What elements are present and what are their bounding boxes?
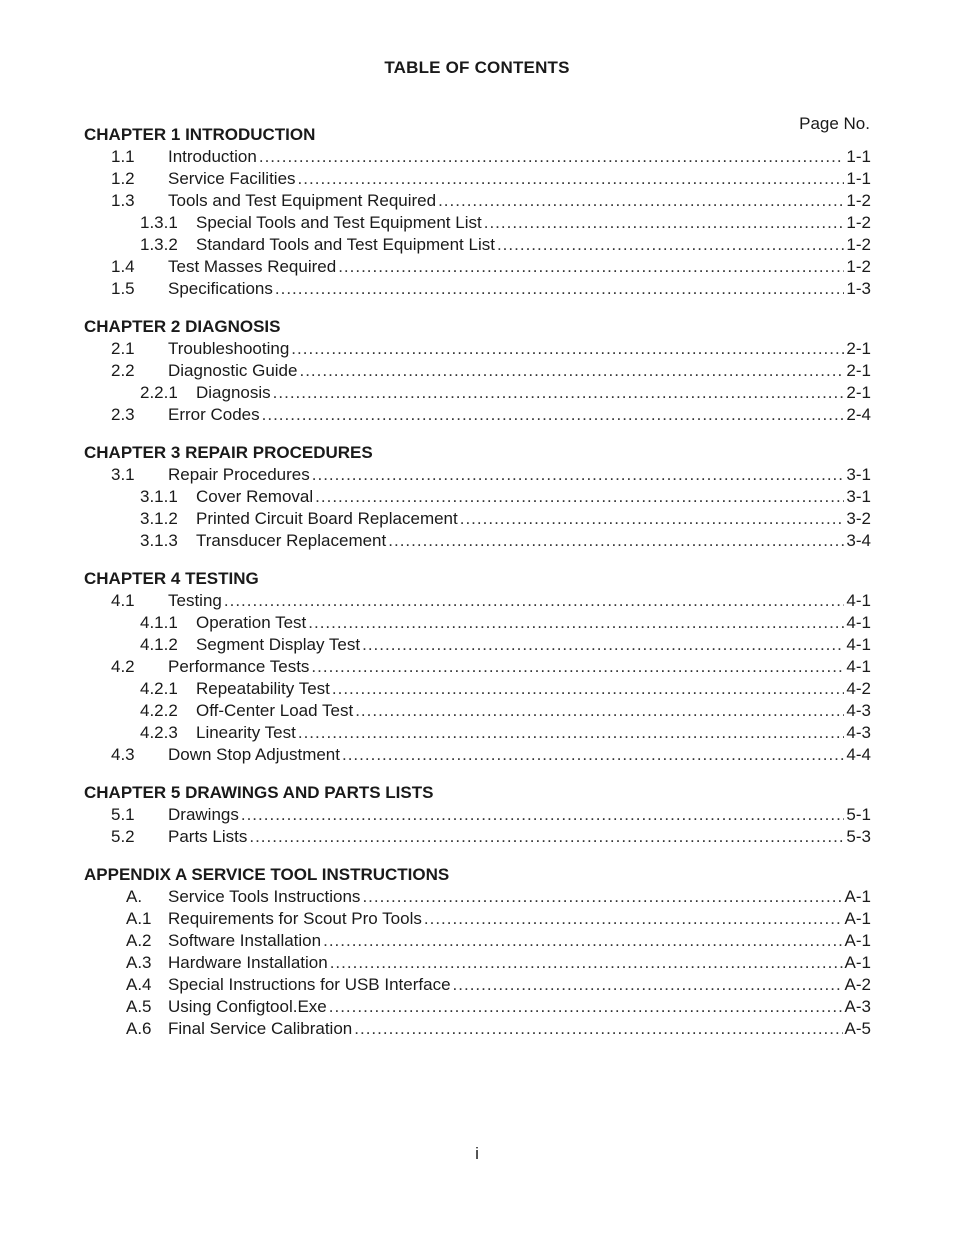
entry-page: 3-4 (846, 531, 871, 550)
dot-leader (262, 404, 845, 426)
toc-entry[interactable] (84, 360, 871, 382)
page-title: TABLE OF CONTENTS (384, 58, 570, 77)
entry-title: Segment Display Test (196, 635, 361, 654)
entry-title: Printed Circuit Board Replacement (196, 509, 458, 528)
entry-page: A-1 (844, 931, 871, 950)
entry-page: A-2 (844, 975, 871, 994)
dot-leader (362, 634, 844, 656)
dot-leader (338, 256, 844, 278)
entry-title: Specifications (168, 279, 273, 298)
toc-entry[interactable] (84, 974, 871, 996)
entry-title: Testing (168, 591, 222, 610)
toc-entry[interactable] (84, 530, 871, 552)
toc-entry[interactable] (84, 190, 871, 212)
dot-leader (308, 612, 844, 634)
dot-leader (224, 590, 845, 612)
toc-entry[interactable] (84, 256, 871, 278)
entry-number: 1.1 (111, 147, 135, 166)
entry-title: Tools and Test Equipment Required (168, 191, 437, 210)
toc-entry[interactable] (84, 678, 871, 700)
chapter-title: CHAPTER 3 REPAIR PROCEDURES (84, 443, 373, 462)
entry-title: Troubleshooting (168, 339, 290, 358)
entry-title: Software Installation (168, 931, 322, 950)
toc-entry[interactable] (84, 382, 871, 404)
dot-leader (298, 722, 845, 744)
entry-page: 1-3 (846, 279, 871, 298)
entry-title: Diagnostic Guide (168, 361, 298, 380)
dot-leader (273, 382, 845, 404)
entry-title: Hardware Installation (168, 953, 328, 972)
dot-leader (241, 804, 845, 826)
entry-number: 1.3.1 (140, 213, 178, 232)
dot-leader (388, 530, 844, 552)
entry-page: A-3 (844, 997, 871, 1016)
dot-leader (342, 744, 844, 766)
entry-number: A.1 (126, 909, 152, 928)
entry-title: Introduction (168, 147, 257, 166)
table-of-contents (84, 124, 871, 1056)
dot-leader (424, 908, 843, 930)
entry-page: 4-1 (846, 635, 871, 654)
toc-chapter (84, 124, 871, 300)
entry-number: 2.2.1 (140, 383, 178, 402)
dot-leader (259, 146, 845, 168)
toc-entry[interactable] (84, 656, 871, 678)
entry-page: 5-1 (846, 805, 871, 824)
entry-number: 4.1 (111, 591, 135, 610)
dot-leader (453, 974, 843, 996)
toc-entry[interactable] (84, 826, 871, 848)
dot-leader (354, 1018, 842, 1040)
entry-page: 3-2 (846, 509, 871, 528)
toc-chapter (84, 316, 871, 426)
entry-title: Special Instructions for USB Interface (168, 975, 451, 994)
entry-page: A-5 (844, 1019, 871, 1038)
entry-page: 2-1 (846, 339, 871, 358)
entry-number: 1.3.2 (140, 235, 178, 254)
entry-number: 2.1 (111, 339, 135, 358)
dot-leader (298, 168, 845, 190)
entry-page: 1-1 (846, 147, 871, 166)
entry-title: Using Configtool.Exe (168, 997, 327, 1016)
dot-leader (315, 486, 844, 508)
toc-entry[interactable] (84, 744, 871, 766)
toc-entry[interactable] (84, 168, 871, 190)
entry-page: 4-3 (846, 723, 871, 742)
toc-chapter (84, 782, 871, 848)
entry-page: 3-1 (846, 487, 871, 506)
dot-leader (332, 678, 845, 700)
entry-title: Repair Procedures (168, 465, 310, 484)
dot-leader (312, 464, 845, 486)
toc-entry[interactable] (84, 278, 871, 300)
entry-title: Transducer Replacement (196, 531, 387, 550)
toc-entry[interactable] (84, 952, 871, 974)
entry-title: Error Codes (168, 405, 260, 424)
dot-leader (362, 886, 842, 908)
entry-page: 3-1 (846, 465, 871, 484)
entry-title: Service Facilities (168, 169, 296, 188)
entry-number: 1.3 (111, 191, 135, 210)
footer-page-number: i (475, 1144, 479, 1163)
toc-entry[interactable] (84, 404, 871, 426)
entry-number: 4.2.3 (140, 723, 178, 742)
entry-title: Standard Tools and Test Equipment List (196, 235, 495, 254)
entry-title: Cover Removal (196, 487, 314, 506)
entry-number: 1.5 (111, 279, 135, 298)
dot-leader (329, 996, 843, 1018)
page-no-header: Page No. (799, 114, 870, 133)
toc-entry[interactable] (84, 996, 871, 1018)
entry-page: 1-2 (846, 191, 871, 210)
dot-leader (299, 360, 844, 382)
entry-page: 4-2 (846, 679, 871, 698)
entry-number: 3.1 (111, 465, 135, 484)
entry-title: Parts Lists (168, 827, 248, 846)
entry-page: A-1 (844, 909, 871, 928)
entry-title: Drawings (168, 805, 239, 824)
toc-entry[interactable] (84, 464, 871, 486)
chapter-title: CHAPTER 4 TESTING (84, 569, 259, 588)
dot-leader (323, 930, 842, 952)
toc-entry[interactable] (84, 700, 871, 722)
entry-page: 4-1 (846, 657, 871, 676)
dot-leader (249, 826, 844, 848)
entry-title: Repeatability Test (196, 679, 330, 698)
entry-number: 4.1.2 (140, 635, 178, 654)
entry-page: 2-1 (846, 361, 871, 380)
entry-number: A.4 (126, 975, 152, 994)
entry-title: Performance Tests (168, 657, 310, 676)
toc-entry[interactable] (84, 612, 871, 634)
entry-number: 3.1.2 (140, 509, 178, 528)
entry-number: A. (126, 887, 143, 906)
entry-title: Final Service Calibration (168, 1019, 353, 1038)
toc-entry[interactable] (84, 508, 871, 530)
entry-page: 1-2 (846, 213, 871, 232)
toc-entry[interactable] (84, 1018, 871, 1040)
toc-entry[interactable] (84, 212, 871, 234)
entry-page: A-1 (844, 953, 871, 972)
entry-number: A.2 (126, 931, 152, 950)
toc-entry[interactable] (84, 486, 871, 508)
toc-chapter (84, 864, 871, 1040)
entry-title: Off-Center Load Test (196, 701, 354, 720)
entry-number: 4.2 (111, 657, 135, 676)
toc-entry[interactable] (84, 634, 871, 656)
entry-page: A-1 (844, 887, 871, 906)
entry-title: Requirements for Scout Pro Tools (168, 909, 422, 928)
entry-number: 1.2 (111, 169, 135, 188)
entry-title: Linearity Test (196, 723, 296, 742)
entry-number: 1.4 (111, 257, 135, 276)
entry-number: A.6 (126, 1019, 152, 1038)
entry-title: Test Masses Required (168, 257, 337, 276)
dot-leader (311, 656, 844, 678)
dot-leader (275, 278, 845, 300)
toc-entry[interactable] (84, 908, 871, 930)
chapter-title: CHAPTER 5 DRAWINGS AND PARTS LISTS (84, 783, 434, 802)
entry-number: A.5 (126, 997, 152, 1016)
toc-entry[interactable] (84, 234, 871, 256)
toc-chapter (84, 442, 871, 552)
toc-entry[interactable] (84, 722, 871, 744)
chapter-title: CHAPTER 2 DIAGNOSIS (84, 317, 281, 336)
entry-page: 5-3 (846, 827, 871, 846)
entry-page: 2-4 (846, 405, 871, 424)
chapter-title: APPENDIX A SERVICE TOOL INSTRUCTIONS (84, 865, 450, 884)
entry-title: Down Stop Adjustment (168, 745, 340, 764)
entry-number: 4.2.1 (140, 679, 178, 698)
dot-leader (460, 508, 845, 530)
entry-number: 2.2 (111, 361, 135, 380)
entry-page: 1-1 (846, 169, 871, 188)
toc-entry[interactable] (84, 886, 871, 908)
entry-page: 4-1 (846, 591, 871, 610)
entry-page: 4-1 (846, 613, 871, 632)
toc-entry[interactable] (84, 338, 871, 360)
entry-page: 4-4 (846, 745, 871, 764)
entry-number: 3.1.3 (140, 531, 178, 550)
entry-page: 1-2 (846, 257, 871, 276)
entry-number: 5.1 (111, 805, 135, 824)
dot-leader (438, 190, 844, 212)
entry-title: Diagnosis (196, 383, 271, 402)
entry-number: A.3 (126, 953, 152, 972)
entry-number: 2.3 (111, 405, 135, 424)
entry-title: Service Tools Instructions (168, 887, 361, 906)
entry-number: 4.3 (111, 745, 135, 764)
entry-number: 5.2 (111, 827, 135, 846)
entry-page: 4-3 (846, 701, 871, 720)
entry-title: Operation Test (196, 613, 307, 632)
dot-leader (497, 234, 844, 256)
dot-leader (330, 952, 843, 974)
toc-chapter (84, 568, 871, 766)
toc-entry[interactable] (84, 146, 871, 168)
entry-page: 1-2 (846, 235, 871, 254)
entry-page: 2-1 (846, 383, 871, 402)
entry-number: 4.2.2 (140, 701, 178, 720)
dot-leader (355, 700, 844, 722)
toc-entry[interactable] (84, 930, 871, 952)
dot-leader (484, 212, 845, 234)
dot-leader (291, 338, 844, 360)
entry-title: Special Tools and Test Equipment List (196, 213, 482, 232)
toc-entry[interactable] (84, 590, 871, 612)
chapter-title: CHAPTER 1 INTRODUCTION (84, 125, 316, 144)
toc-entry[interactable] (84, 804, 871, 826)
entry-number: 4.1.1 (140, 613, 178, 632)
entry-number: 3.1.1 (140, 487, 178, 506)
